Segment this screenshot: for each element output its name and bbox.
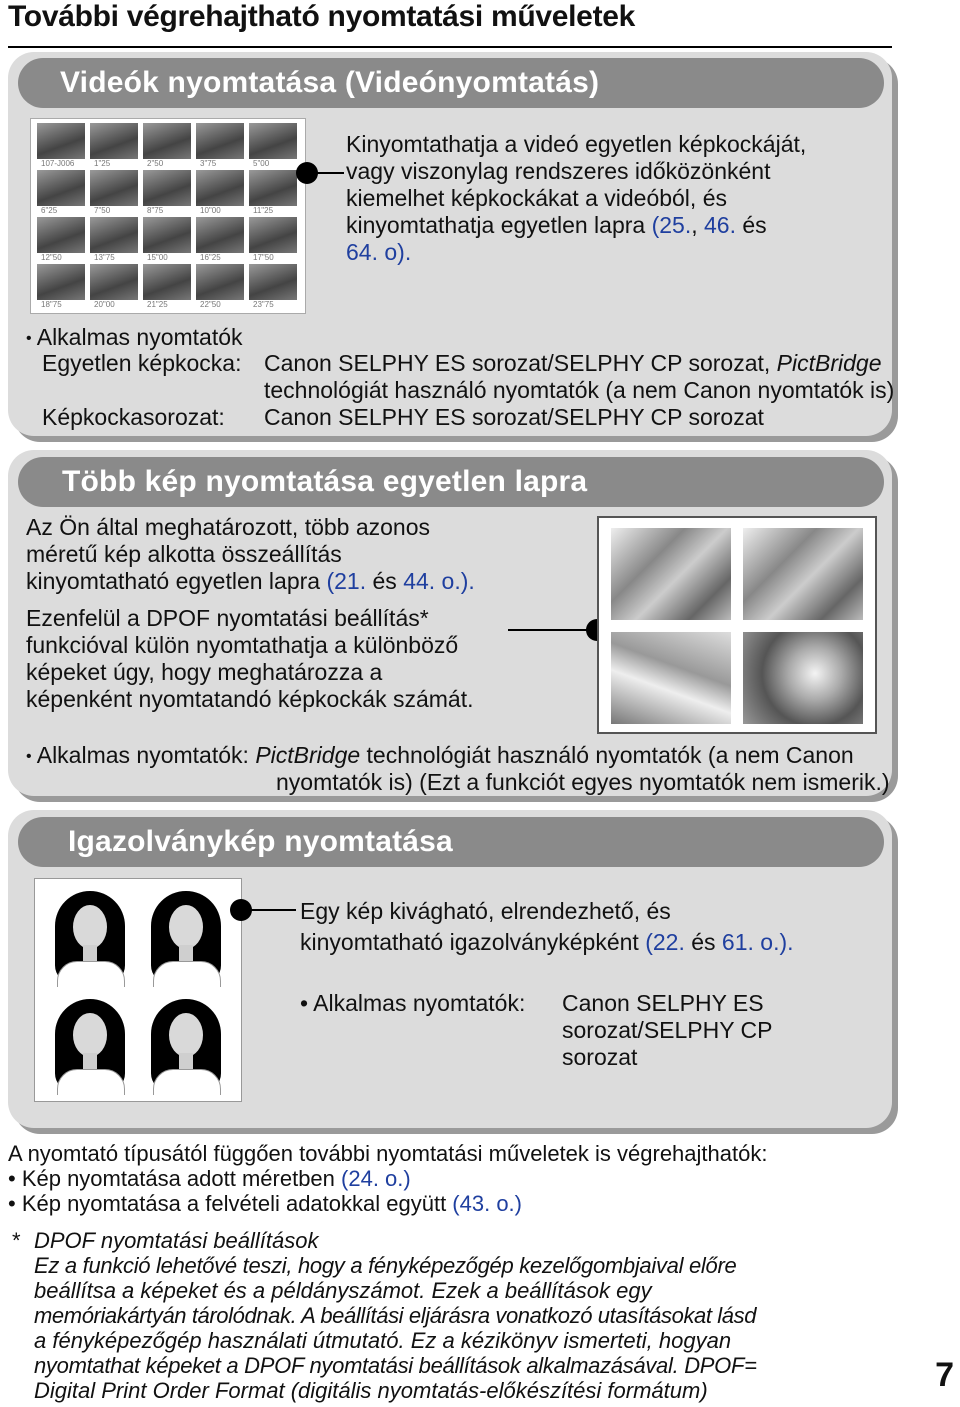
video-frame-time: 20"00 — [94, 300, 115, 309]
footer-item-1 — [8, 1165, 411, 1192]
pictbridge-term: PictBridge — [255, 742, 361, 768]
video-frame-time: 10"00 — [200, 206, 221, 215]
id-printers-line-3: sorozat — [562, 1044, 638, 1070]
video-print-heading: Videók nyomtatása (Videónyomtatás) — [18, 58, 884, 108]
page-ref-link[interactable]: 61. o.). — [721, 929, 794, 955]
footnote-line-6: Digital Print Order Format (digitális nyomtatás-előkészítési formátum) — [34, 1378, 708, 1403]
video-frame-time: 15"00 — [147, 253, 168, 262]
footer-item-text: • Kép nyomtatása a felvételi adatokkal együtt — [8, 1191, 453, 1216]
page-ref-link[interactable]: 46. — [704, 212, 736, 238]
video-frame-time: 1"25 — [94, 159, 111, 168]
video-frame-thumb — [143, 170, 191, 206]
video-frame-thumb — [249, 123, 297, 159]
video-frame-thumb — [196, 217, 244, 253]
video-frame-thumb — [249, 217, 297, 253]
footnote-star: * — [12, 1228, 21, 1253]
printers-heading-line — [26, 324, 243, 352]
and-text: és — [684, 929, 722, 955]
bullet: • — [26, 748, 32, 765]
multi-printers-line2: nyomtatók is) (Ezt a funkciót egyes nyomtatók nem ismerik.) — [276, 769, 890, 795]
dpof-desc-line-1: Ezenfelül a DPOF nyomtatási beállítás* — [26, 605, 429, 631]
id-printers-line-2: sorozat/SELPHY CP — [562, 1017, 773, 1043]
footnote-line-4: a fényképezőgép használati útmutató. Ez a kézikönyv ismerteti, hogyan — [34, 1328, 732, 1353]
video-frame-time: 107-J006 — [41, 159, 75, 168]
video-frame-thumb — [143, 217, 191, 253]
and-text: és — [366, 568, 404, 594]
multi-desc-line-1: Az Ön által meghatározott, több azonos — [26, 514, 431, 540]
video-frame-thumb — [37, 123, 85, 159]
multi-printers-label: Alkalmas nyomtatók: — [36, 742, 256, 768]
video-frame-thumb — [90, 217, 138, 253]
id-printers-label: • Alkalmas nyomtatók: — [300, 990, 526, 1016]
video-frames-thumbnail — [30, 118, 306, 314]
video-frame-time: 5"00 — [253, 159, 270, 168]
footnote-title: DPOF nyomtatási beállítások — [34, 1228, 319, 1253]
footnote-line-5: nyomtathat képeket a DPOF nyomtatási beállítások alkalmazásával. DPOF= — [34, 1353, 757, 1378]
multi-desc-text: kinyomtatható egyetlen lapra — [26, 568, 327, 594]
id-desc-line-2 — [300, 929, 794, 956]
video-frame-time: 18"75 — [41, 300, 62, 309]
pictbridge-term: PictBridge — [776, 350, 882, 376]
video-desc-line-4 — [346, 212, 767, 239]
portrait-photo — [47, 887, 133, 987]
callout-line — [240, 909, 296, 911]
video-frame-time: 2"50 — [147, 159, 164, 168]
video-frame-time: 22"50 — [200, 300, 221, 309]
video-frame-thumb — [143, 264, 191, 300]
video-frame-time: 6"25 — [41, 206, 58, 215]
page-ref-link[interactable]: (43. o.) — [452, 1191, 522, 1216]
multi-printers-line — [26, 742, 854, 770]
frame-series-value: Canon SELPHY ES sorozat/SELPHY CP sorozat — [264, 404, 764, 430]
video-desc-line-3: kiemelhet képkockákat a videóból, és — [346, 185, 727, 211]
footer-item-2 — [8, 1190, 522, 1217]
id-printers-line-1: Canon SELPHY ES — [562, 990, 764, 1016]
page-number: 7 — [935, 1356, 954, 1394]
page-ref-link[interactable]: 64. o). — [346, 239, 412, 265]
video-frame-time: 16"25 — [200, 253, 221, 262]
video-desc-text: kinyomtathatja egyetlen lapra — [346, 212, 652, 238]
video-frame-time: 7"50 — [94, 206, 111, 215]
video-frame-time: 23"75 — [253, 300, 274, 309]
dpof-desc-line-2: funkcióval külön nyomtathatja a különböző — [26, 632, 459, 658]
portrait-photo — [143, 995, 229, 1095]
video-frame-time: 3"75 — [200, 159, 217, 168]
video-desc-line-2: vagy viszonylag rendszeres időközönként — [346, 158, 771, 184]
multi-image-sheet — [597, 516, 877, 734]
video-frame-time: 17"50 — [253, 253, 274, 262]
multi-desc-line-2: méretű kép alkotta összeállítás — [26, 541, 342, 567]
video-frame-time: 21"25 — [147, 300, 168, 309]
id-desc-line-1: Egy kép kivágható, elrendezhető, és — [300, 898, 671, 924]
footer-intro: A nyomtató típusától függően további nyomtatási műveletek is végrehajthatók: — [8, 1141, 768, 1166]
callout-line — [508, 629, 596, 631]
portrait-photo — [143, 887, 229, 987]
video-frame-time: 11"25 — [253, 206, 274, 215]
separator: , — [691, 212, 704, 238]
page-ref-link[interactable]: 44. o.). — [403, 568, 475, 594]
video-frame-time: 12"50 — [41, 253, 62, 262]
footnote-line-3: memóriakártyán tárolódnak. A beállítási eljárásra vonatkozó utasításokat lásd — [34, 1303, 757, 1328]
palette-photo — [743, 528, 863, 620]
bullet: • — [26, 330, 32, 347]
video-frame-thumb — [90, 264, 138, 300]
multi-print-heading: Több kép nyomtatása egyetlen lapra — [18, 457, 884, 507]
video-frame-thumb — [37, 170, 85, 206]
multi-printers-value: technológiát használó nyomtatók (a nem Canon — [360, 742, 854, 768]
video-frame-thumb — [37, 264, 85, 300]
single-frame-value-line2: technológiát használó nyomtatók (a nem Canon nyomtatók is) — [264, 377, 895, 403]
video-frame-thumb — [143, 123, 191, 159]
footnote-line-2: beállítsa a képeket és a példányszámot. Ezek a beállítások egy — [34, 1278, 652, 1303]
palette-photo — [611, 528, 731, 620]
title-rule — [8, 46, 892, 48]
single-frame-label: Egyetlen képkocka: — [42, 350, 242, 376]
footnote-line-1: Ez a funkció lehetővé teszi, hogy a fényképezőgép kezelőgombjaival előre — [34, 1253, 737, 1278]
page-ref-link[interactable]: (24. o.) — [341, 1166, 411, 1191]
callout-line — [306, 172, 344, 174]
video-frame-thumb — [37, 217, 85, 253]
video-frame-thumb — [90, 170, 138, 206]
page-ref-link[interactable]: (21. — [326, 568, 367, 594]
video-frame-thumb — [249, 170, 297, 206]
video-frame-thumb — [196, 170, 244, 206]
video-frame-time: 13"75 — [94, 253, 115, 262]
single-frame-printers: Canon SELPHY ES sorozat/SELPHY CP sorozat, — [264, 350, 777, 376]
multi-desc-line-3 — [26, 568, 475, 595]
id-photo-heading: Igazolványkép nyomtatása — [18, 817, 884, 867]
printers-heading: Alkalmas nyomtatók — [36, 324, 243, 350]
video-frame-thumb — [196, 123, 244, 159]
video-desc-line-1: Kinyomtathatja a videó egyetlen képkockáját, — [346, 131, 807, 157]
and-text: és — [735, 212, 767, 238]
page-title: További végrehajtható nyomtatási műveletek — [8, 0, 636, 33]
id-desc-text: kinyomtatható igazolványképként — [300, 929, 646, 955]
desk-photo — [611, 632, 731, 724]
video-frame-thumb — [249, 264, 297, 300]
dpof-desc-line-4: képenként nyomtatandó képkockák számát. — [26, 686, 474, 712]
portrait-photo — [47, 995, 133, 1095]
footer-item-text: • Kép nyomtatása adott méretben — [8, 1166, 342, 1191]
flowers-photo — [743, 632, 863, 724]
video-frame-thumb — [90, 123, 138, 159]
video-frame-thumb — [196, 264, 244, 300]
id-photo-sheet — [34, 878, 242, 1102]
dpof-desc-line-3: képeket úgy, hogy meghatározza a — [26, 659, 383, 685]
page-ref-link[interactable]: (25. — [651, 212, 692, 238]
frame-series-label: Képkockasorozat: — [42, 404, 225, 430]
page-ref-link[interactable]: (22. — [645, 929, 685, 955]
video-frame-time: 8"75 — [147, 206, 164, 215]
single-frame-value — [264, 350, 882, 377]
